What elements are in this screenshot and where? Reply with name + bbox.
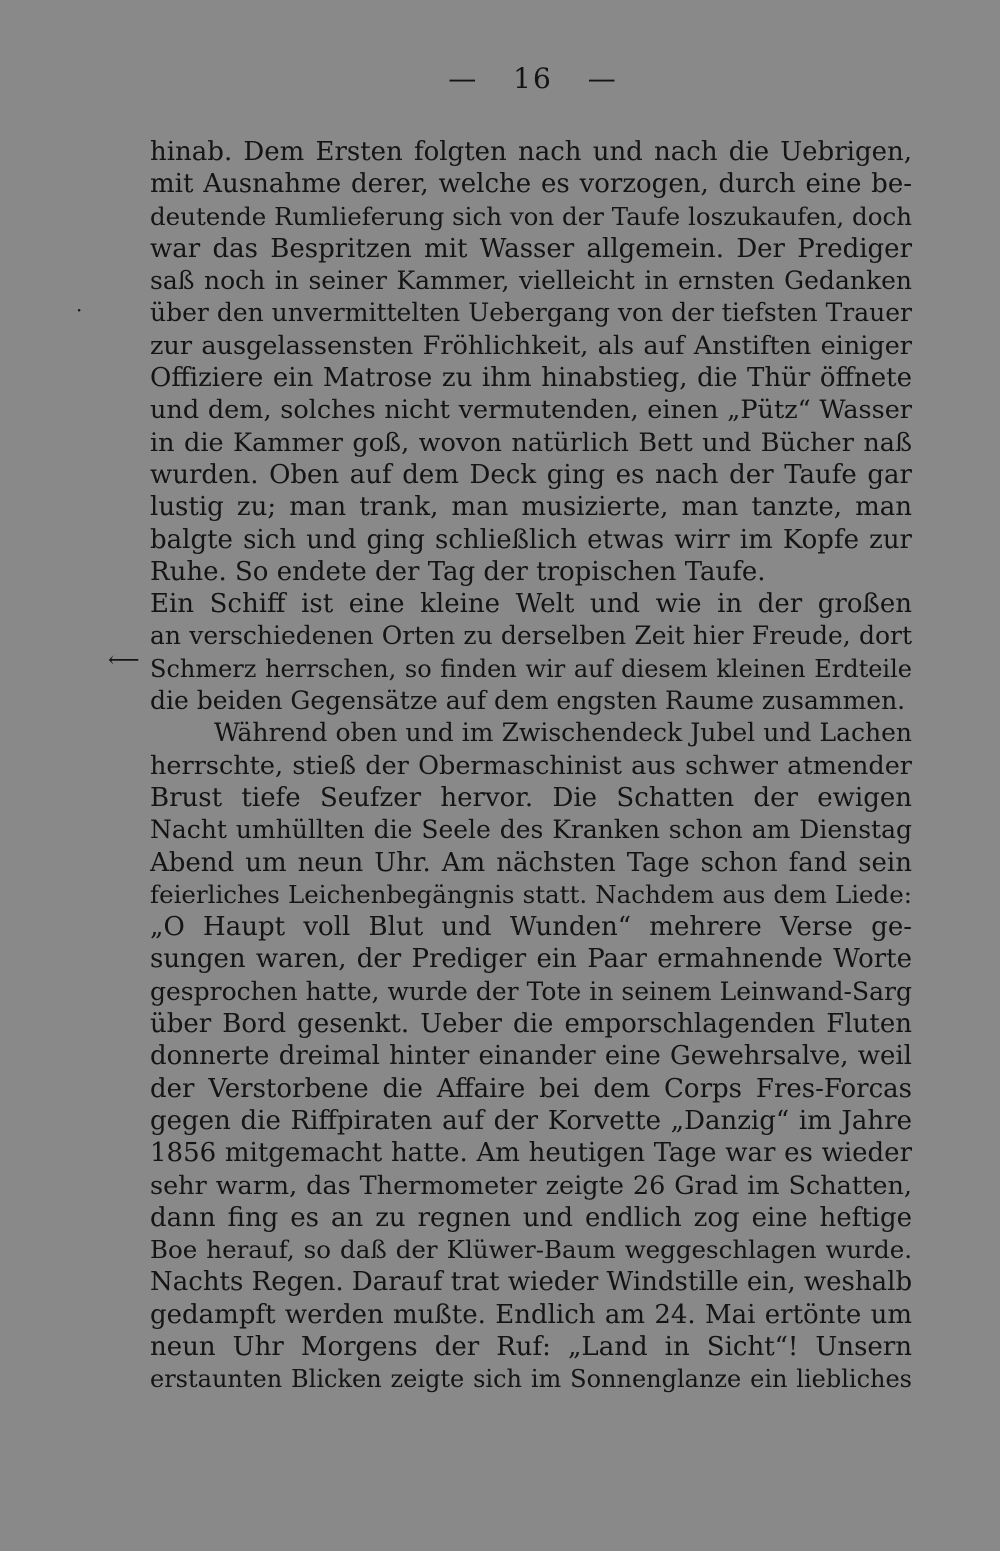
text-line: Boe herauf, so daß der Klüwer-Baum weggeschlagen wurde. <box>150 1235 912 1265</box>
paragraph-1 <box>150 136 912 588</box>
header-dash-right: — <box>587 62 618 95</box>
text-line: sungen waren, der Prediger ein Paar ermahnende Worte <box>150 944 912 975</box>
text-line: neun Uhr Morgens der Ruf: „Land in Sicht“! Unsern <box>150 1331 912 1362</box>
text-line: sehr warm, das Thermometer zeigte 26 Grad im Schatten, <box>150 1170 912 1201</box>
text-line: an verschiedenen Orten zu derselben Zeit hier Freude, dort <box>150 621 912 651</box>
text-line: Abend um neun Uhr. Am nächsten Tage schon fand sein <box>150 847 912 878</box>
text-line: zur ausgelassensten Fröhlichkeit, als auf Anstiften einiger <box>150 330 912 361</box>
text-line: Nacht umhüllten die Seele des Kranken schon am Dienstag <box>150 815 912 845</box>
text-line: balgte sich und ging schließlich etwas wirr im Kopfe zur <box>150 524 912 555</box>
text-line: über Bord gesenkt. Ueber die emporschlagenden Fluten <box>150 1009 912 1040</box>
page-number: 16 <box>513 62 553 95</box>
text-line: Ruhe. So endete der Tag der tropischen Taufe. <box>150 556 766 587</box>
text-line: 1856 mitgemacht hatte. Am heutigen Tage war es wieder <box>150 1138 912 1169</box>
text-line: in die Kammer goß, wovon natürlich Bett und Bücher naß <box>150 427 912 458</box>
body-text <box>150 136 912 1396</box>
text-line: wurden. Oben auf dem Deck ging es nach der Taufe gar <box>150 459 912 490</box>
text-line: gegen die Riffpiraten auf der Korvette „Danzig“ im Jahre <box>150 1105 912 1136</box>
header-dash-left: — <box>448 62 479 95</box>
text-line: über den unvermittelten Uebergang von der tiefsten Trauer <box>150 298 912 328</box>
text-line: erstaunten Blicken zeigte sich im Sonnenglanze ein liebliches <box>150 1365 912 1394</box>
margin-arrow-mark: ⟵ <box>108 648 140 673</box>
text-line: mit Ausnahme derer, welche es vorzogen, durch eine be- <box>150 169 912 200</box>
text-line: Offiziere ein Matrose zu ihm hinabstieg, die Thür öffnete <box>150 363 912 394</box>
margin-dot: · <box>76 298 83 322</box>
text-line: herrschte, stieß der Obermaschinist aus schwer atmender <box>150 750 912 781</box>
page-header <box>0 62 1000 95</box>
text-line: donnerte dreimal hinter einander eine Gewehrsalve, weil <box>150 1041 912 1072</box>
text-line: Brust tiefe Seufzer hervor. Die Schatten der ewigen <box>150 782 912 813</box>
text-line: gedampft werden mußte. Endlich am 24. Mai ertönte um <box>150 1299 912 1330</box>
text-line: Nachts Regen. Darauf trat wieder Windstille ein, weshalb <box>150 1267 912 1298</box>
text-line: war das Bespritzen mit Wasser allgemein. Der Prediger <box>150 233 912 264</box>
text-line: dann fing es an zu regnen und endlich zog eine heftige <box>150 1202 912 1233</box>
text-line: hinab. Dem Ersten folgten nach und nach die Uebrigen, <box>150 137 912 167</box>
paragraph-2 <box>150 588 912 717</box>
paragraph-3 <box>150 717 912 1395</box>
text-line: saß noch in seiner Kammer, vielleicht in ernsten Gedanken <box>150 266 912 296</box>
text-line: die beiden Gegensätze auf dem engsten Raume zusammen. <box>150 686 906 716</box>
text-line: „O Haupt voll Blut und Wunden“ mehrere Verse ge- <box>150 912 912 943</box>
text-line: Während oben und im Zwischendeck Jubel und Lachen <box>214 718 912 748</box>
text-line: feierliches Leichenbegängnis statt. Nachdem aus dem Liede: <box>150 879 912 909</box>
text-line: Ein Schiff ist eine kleine Welt und wie in der großen <box>150 589 912 620</box>
text-line: und dem, solches nicht vermutenden, einen „Pütz“ Wasser <box>150 395 912 426</box>
text-line: der Verstorbene die Affaire bei dem Corps Fres-Forcas <box>150 1073 912 1104</box>
text-line: deutende Rumlieferung sich von der Taufe loszukaufen, doch <box>150 201 912 231</box>
text-line: gesprochen hatte, wurde der Tote in seinem Leinwand-Sarg <box>150 976 912 1006</box>
text-line: lustig zu; man trank, man musizierte, man tanzte, man <box>150 492 912 523</box>
text-line: Schmerz herrschen, so finden wir auf diesem kleinen Erdteile <box>150 654 912 683</box>
